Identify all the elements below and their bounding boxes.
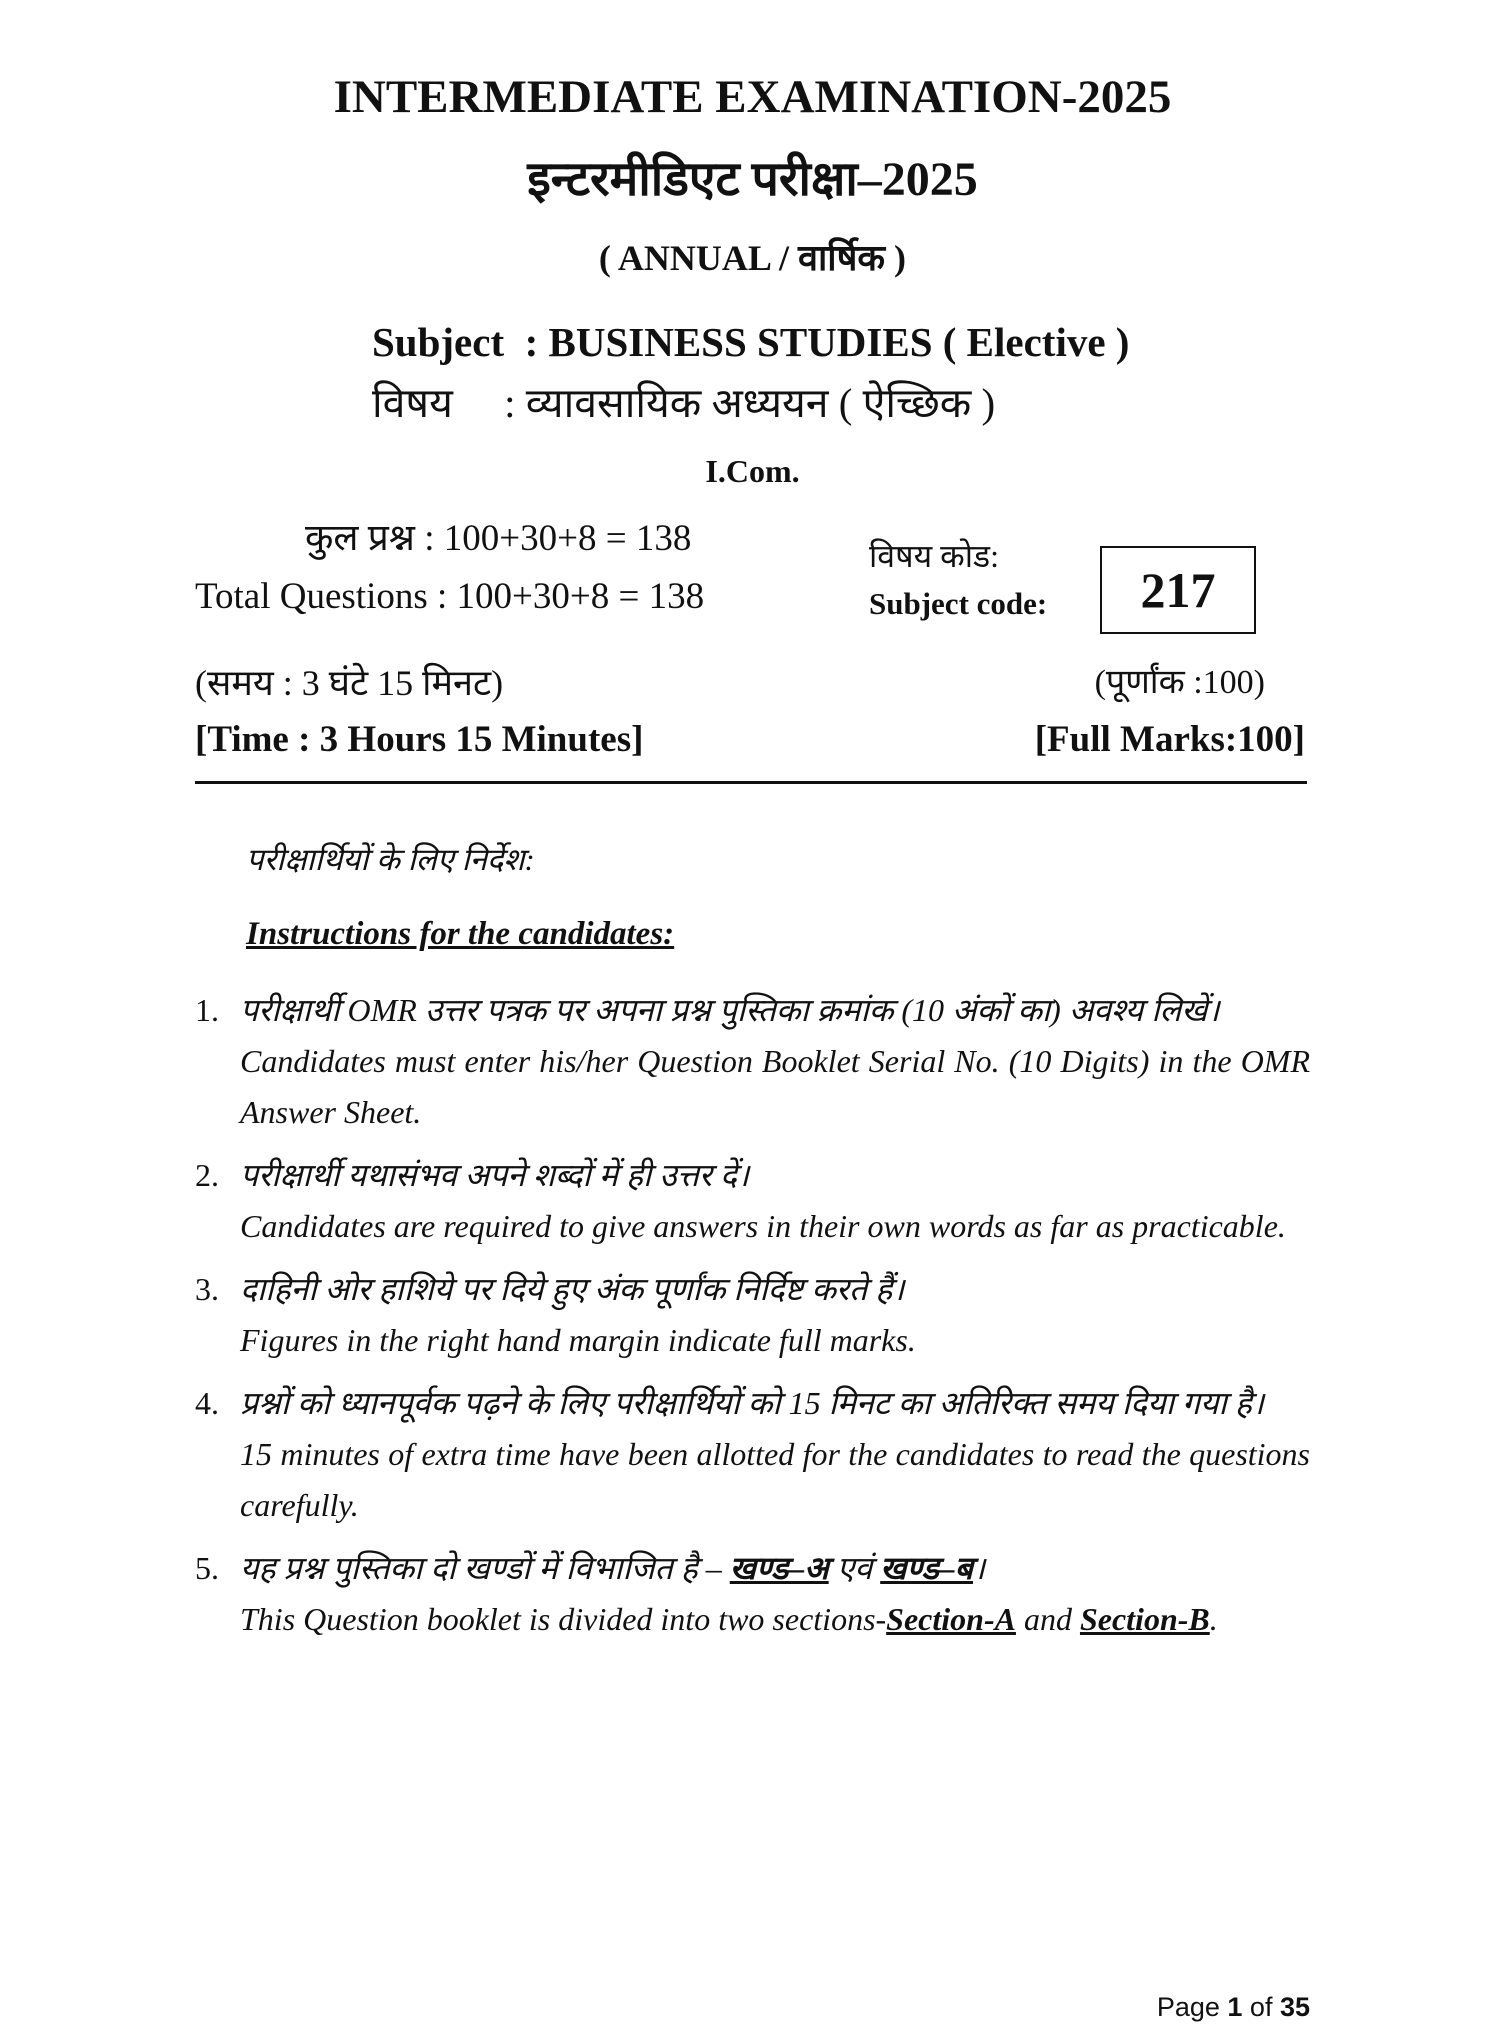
item-text-english [240, 1594, 1310, 1645]
total-pages: 35 [1279, 1992, 1310, 2022]
total-questions-hindi: कुल प्रश्न : 100+30+8 = 138 [305, 518, 692, 559]
item-text-hindi: परीक्षार्थी OMR उत्तर पत्रक पर अपना प्रश्न पुस्तिका क्रमांक (10 अंकों का) अवश्य लिखें। [240, 992, 1220, 1028]
stream-label: I.Com. [705, 453, 800, 489]
instruction-item [195, 1378, 1310, 1531]
item-number: 2. [195, 1157, 219, 1193]
full-marks-english: [Full Marks:100] [1034, 719, 1305, 760]
text: । [972, 1550, 986, 1586]
item-text-english: Figures in the right hand margin indicate full marks. [240, 1322, 916, 1358]
section-b-hindi: खण्ड–ब [880, 1550, 973, 1586]
divider [195, 781, 1307, 784]
instruction-item [195, 985, 1310, 1138]
subject-code-box: 217 [1100, 546, 1256, 634]
section-a-hindi: खण्ड–अ [729, 1550, 829, 1586]
item-text-english: Candidates must enter his/her Question Booklet Serial No. (10 Digits) in the OMR Answer Sheet. [240, 1043, 1310, 1130]
subject-english: Subject : BUSINESS STUDIES ( Elective ) [372, 319, 1130, 365]
item-number: 4. [195, 1385, 219, 1421]
item-number: 5. [195, 1550, 219, 1586]
total-questions-english: Total Questions : 100+30+8 = 138 [195, 576, 705, 617]
subject-code-label-hindi: विषय कोड: [869, 538, 1000, 574]
text: and [1015, 1601, 1080, 1637]
instruction-item [195, 1150, 1310, 1252]
exam-title-hindi: इन्टरमीडिएट परीक्षा–2025 [527, 153, 978, 206]
page-number [1157, 1992, 1310, 2023]
full-marks-hindi: (पूर्णांक :100) [1094, 664, 1265, 701]
exam-title-english: INTERMEDIATE EXAMINATION-2025 [333, 71, 1172, 123]
text: This Question booklet is divided into two sections- [240, 1601, 887, 1637]
subject-hindi: विषय : व्यावसायिक अध्ययन ( ऐच्छिक ) [372, 380, 996, 426]
item-text-english: 15 minutes of extra time have been allotted for the candidates to read the questions carefully. [240, 1436, 1310, 1523]
instruction-item [195, 1543, 1310, 1645]
instructions-heading-hindi: परीक्षार्थियों के लिए निर्देश: [246, 842, 535, 877]
time-hindi: (समय : 3 घंटे 15 मिनट) [195, 663, 504, 703]
section-a-english: Section-A [886, 1601, 1016, 1637]
current-page: 1 [1227, 1992, 1243, 2022]
item-text-hindi: दाहिनी ओर हाशिये पर दिये हुए अंक पूर्णांक निर्दिष्ट करते हैं। [240, 1271, 905, 1307]
text: यह प्रश्न पुस्तिका दो खण्डों में विभाजित है – [240, 1550, 730, 1586]
subject-code-label-english: Subject code: [869, 586, 1048, 621]
text: . [1209, 1601, 1218, 1637]
instruction-item [195, 1264, 1310, 1366]
item-text-hindi [240, 1543, 1310, 1594]
of-label: of [1242, 1992, 1280, 2022]
item-text-hindi: प्रश्नों को ध्यानपूर्वक पढ़ने के लिए परीक्षार्थियों को 15 मिनट का अतिरिक्त समय दिया गया है। [240, 1385, 1264, 1421]
item-text-english: Candidates are required to give answers in their own words as far as practicable. [240, 1208, 1286, 1244]
section-b-english: Section-B [1079, 1601, 1210, 1637]
item-number: 1. [195, 992, 219, 1028]
text: एवं [828, 1550, 881, 1586]
time-english: [Time : 3 Hours 15 Minutes] [195, 719, 644, 760]
item-number: 3. [195, 1271, 219, 1307]
item-text-hindi: परीक्षार्थी यथासंभव अपने शब्दों में ही उत्तर दें। [240, 1157, 750, 1193]
instructions-list [195, 985, 1310, 1657]
page-label: Page [1156, 1992, 1228, 2022]
instructions-heading-english: Instructions for the candidates: [246, 916, 675, 952]
exam-session: ( ANNUAL / वार्षिक ) [598, 238, 907, 278]
